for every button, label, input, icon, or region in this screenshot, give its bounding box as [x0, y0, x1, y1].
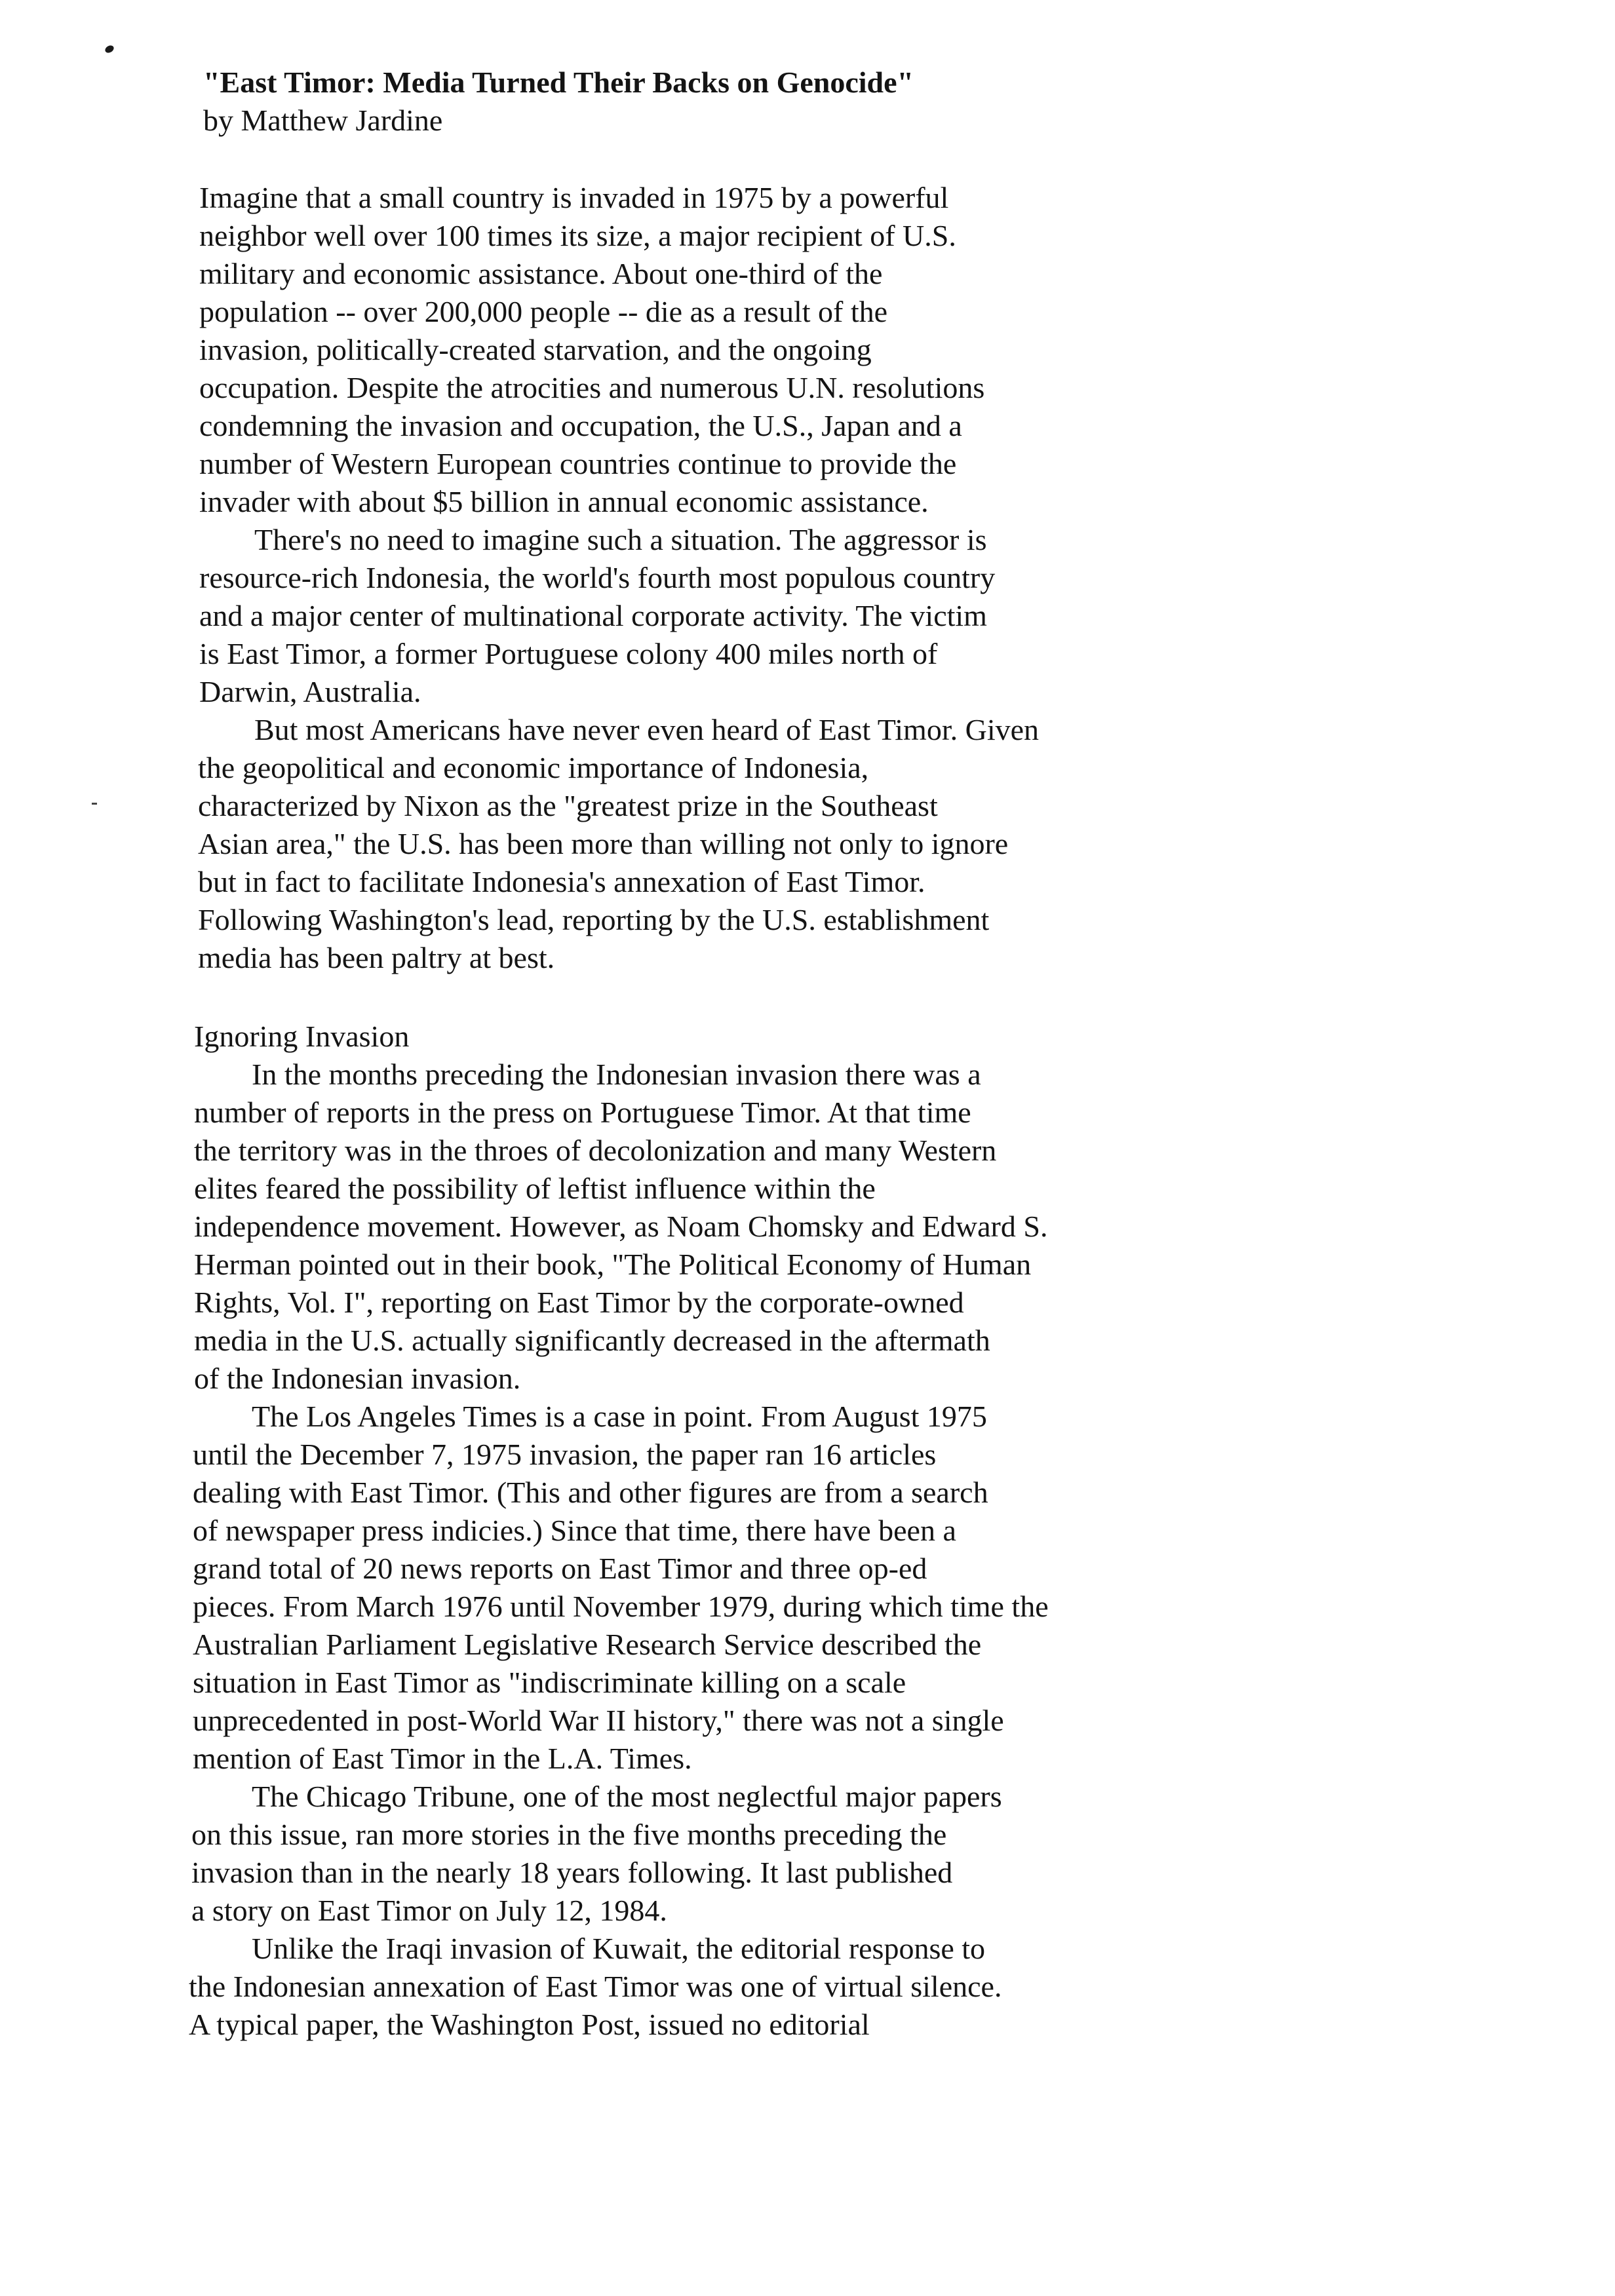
body-line: characterized by Nixon as the "greatest prize in the Southeast: [198, 789, 938, 822]
body-line: neighbor well over 100 times its size, a major recipient of U.S.: [199, 219, 956, 252]
bullet-mark: [104, 44, 115, 54]
body-line: Unlike the Iraqi invasion of Kuwait, the editorial response to: [252, 1932, 986, 1965]
body-line: dealing with East Timor. (This and other figures are from a search: [193, 1476, 988, 1509]
body-line: Darwin, Australia.: [199, 675, 421, 708]
body-line: of the Indonesian invasion.: [194, 1362, 521, 1395]
body-line: is East Timor, a former Portuguese colony 400 miles north of: [199, 637, 938, 670]
body-line: The Chicago Tribune, one of the most neglectful major papers: [252, 1780, 1002, 1813]
body-line: media has been paltry at best.: [198, 941, 555, 974]
article-byline: by Matthew Jardine: [203, 104, 443, 137]
body-line: elites feared the possibility of leftist influence within the: [194, 1172, 876, 1205]
stray-mark: [92, 803, 97, 805]
body-line: until the December 7, 1975 invasion, the paper ran 16 articles: [193, 1438, 937, 1471]
body-line: media in the U.S. actually significantly decreased in the aftermath: [194, 1324, 990, 1357]
body-line: number of reports in the press on Portuguese Timor. At that time: [194, 1096, 971, 1129]
body-line: grand total of 20 news reports on East Timor and three op-ed: [193, 1552, 927, 1585]
body-line: but in fact to facilitate Indonesia's annexation of East Timor.: [198, 865, 925, 898]
body-line: Australian Parliament Legislative Research Service described the: [193, 1628, 982, 1661]
body-line: population -- over 200,000 people -- die as a result of the: [199, 295, 888, 328]
body-line: invader with about $5 billion in annual economic assistance.: [199, 485, 929, 518]
body-line: But most Americans have never even heard of East Timor. Given: [254, 713, 1040, 746]
body-line: condemning the invasion and occupation, the U.S., Japan and a: [199, 409, 962, 442]
body-line: Asian area," the U.S. has been more than willing not only to ignore: [198, 827, 1009, 860]
article-title: "East Timor: Media Turned Their Backs on Genocide": [203, 66, 914, 99]
body-line: pieces. From March 1976 until November 1979, during which time the: [193, 1590, 1049, 1623]
body-line: A typical paper, the Washington Post, issued no editorial: [189, 2008, 870, 2041]
body-line: situation in East Timor as "indiscriminate killing on a scale: [193, 1666, 906, 1699]
body-line: number of Western European countries continue to provide the: [199, 447, 957, 480]
body-line: military and economic assistance. About one-third of the: [199, 257, 883, 290]
body-line: the territory was in the throes of decolonization and many Western: [194, 1134, 997, 1167]
body-line: The Los Angeles Times is a case in point. From August 1975: [252, 1400, 987, 1433]
body-line: Rights, Vol. I", reporting on East Timor by the corporate-owned: [194, 1286, 964, 1319]
body-line: on this issue, ran more stories in the five months preceding the: [191, 1818, 947, 1851]
body-line: independence movement. However, as Noam Chomsky and Edward S.: [194, 1210, 1048, 1243]
body-line: mention of East Timor in the L.A. Times.: [193, 1742, 692, 1775]
body-line: In the months preceding the Indonesian invasion there was a: [252, 1058, 981, 1091]
body-line: invasion than in the nearly 18 years following. It last published: [191, 1856, 953, 1889]
body-line: Herman pointed out in their book, "The Political Economy of Human: [194, 1248, 1032, 1281]
body-line: the Indonesian annexation of East Timor was one of virtual silence.: [189, 1970, 1002, 2003]
body-line: resource-rich Indonesia, the world's fourth most populous country: [199, 561, 996, 594]
body-line: There's no need to imagine such a situation. The aggressor is: [254, 523, 987, 556]
body-line: a story on East Timor on July 12, 1984.: [191, 1894, 667, 1927]
body-line: Imagine that a small country is invaded in 1975 by a powerful: [199, 181, 949, 214]
body-line: of newspaper press indicies.) Since that time, there have been a: [193, 1514, 956, 1547]
body-line: occupation. Despite the atrocities and numerous U.N. resolutions: [199, 371, 985, 404]
body-line: invasion, politically-created starvation, and the ongoing: [199, 333, 872, 366]
body-line: unprecedented in post-World War II history," there was not a single: [193, 1704, 1004, 1737]
body-line: Following Washington's lead, reporting by the U.S. establishment: [198, 903, 990, 936]
body-line: and a major center of multinational corporate activity. The victim: [199, 599, 987, 632]
body-line: the geopolitical and economic importance of Indonesia,: [198, 751, 869, 784]
section-heading: Ignoring Invasion: [194, 1020, 410, 1053]
